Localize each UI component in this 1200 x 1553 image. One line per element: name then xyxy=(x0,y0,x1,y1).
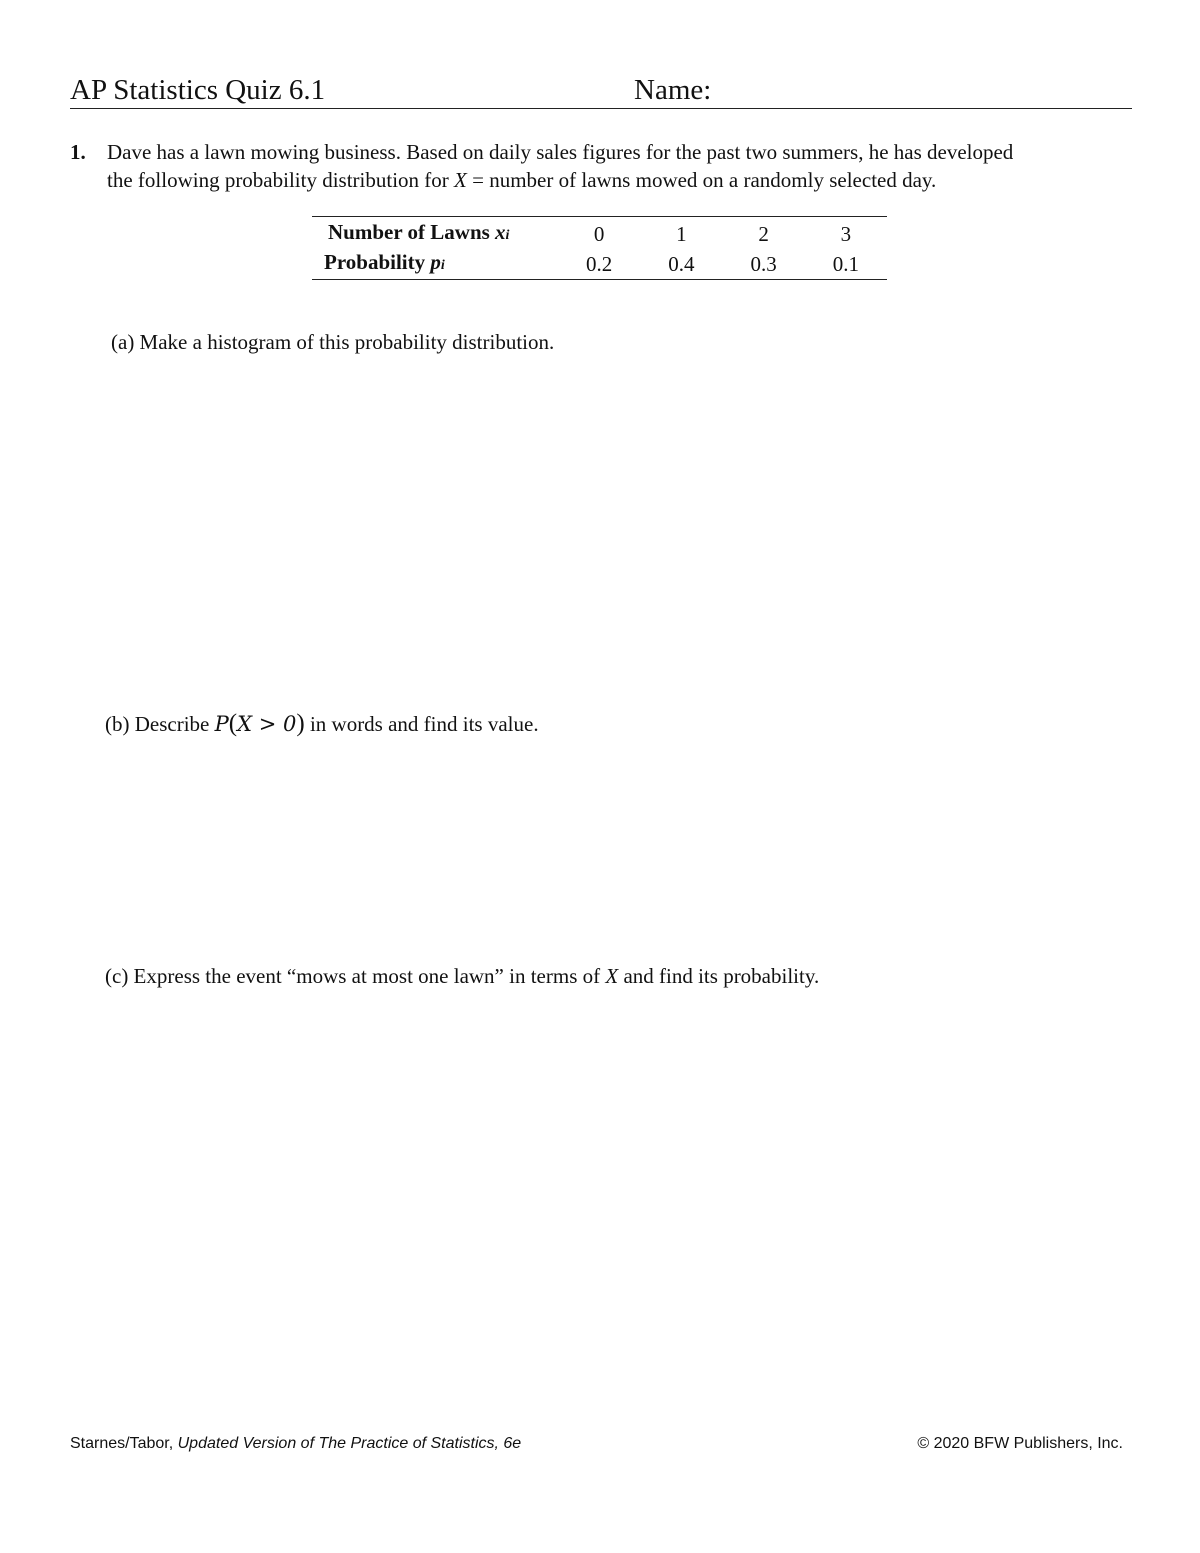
math-close-paren: ) xyxy=(296,710,305,737)
row2-var: p xyxy=(430,250,441,274)
table-cell-p: 0.4 xyxy=(668,251,695,276)
question-number: 1. xyxy=(70,140,86,164)
footer-authors: Starnes/Tabor, xyxy=(70,1435,178,1452)
part-c-prefix: (c) Express the event “mows at most one lawn” in terms of xyxy=(105,964,606,988)
table-cell-x: 0 xyxy=(593,221,605,246)
stem-line-2-suffix: = number of lawns mowed on a randomly selected day. xyxy=(466,168,937,192)
table-cell-x: 1 xyxy=(676,221,687,246)
name-label: Name: xyxy=(634,74,712,106)
row-header-probability xyxy=(312,249,558,280)
row1-var: x xyxy=(495,220,506,244)
table-cell-x: 3 xyxy=(840,221,852,246)
row1-label: Number of Lawns xyxy=(328,220,496,244)
footer-book-title: Updated Version of The Practice of Statistics, 6e xyxy=(177,1435,522,1452)
table-row-p xyxy=(312,249,887,280)
footer-citation xyxy=(70,1433,521,1455)
math-p: P xyxy=(214,712,229,736)
part-c-var: X xyxy=(605,964,619,988)
math-open-paren: ( xyxy=(228,710,238,737)
question-stem-line-1: Dave has a lawn mowing business. Based on daily sales figures for the past two summers, he has developed xyxy=(107,140,1014,164)
random-variable-x: X xyxy=(454,168,467,192)
page-header xyxy=(70,72,1132,109)
table-cell-p: 0.1 xyxy=(832,251,859,276)
part-b-suffix: in words and find its value. xyxy=(304,712,539,736)
part-b-prefix: (b) Describe xyxy=(105,712,215,736)
row2-sub: i xyxy=(440,258,445,273)
table-cell-p: 0.3 xyxy=(750,251,777,276)
row-header-number-of-lawns xyxy=(312,217,558,250)
table-cell-p: 0.2 xyxy=(586,251,613,276)
stem-line-2-prefix: the following probability distribution for xyxy=(107,168,455,192)
probability-distribution-table xyxy=(312,216,887,280)
part-a-prompt: (a) Make a histogram of this probability distribution. xyxy=(111,330,555,354)
row2-label: Probability xyxy=(324,250,431,274)
quiz-title: AP Statistics Quiz 6.1 xyxy=(70,74,326,106)
part-c-suffix: and find its probability. xyxy=(618,964,820,988)
table-cell-x: 2 xyxy=(758,221,769,246)
table-row-x xyxy=(312,217,887,250)
footer-copyright: © 2020 BFW Publishers, Inc. xyxy=(917,1435,1123,1452)
row1-sub: i xyxy=(505,228,510,243)
math-expression: X > 0 xyxy=(237,712,297,736)
question-stem xyxy=(107,138,1147,194)
part-b-prompt xyxy=(105,710,539,738)
question-stem-line-2 xyxy=(107,166,1147,194)
part-c-prompt xyxy=(105,962,819,990)
